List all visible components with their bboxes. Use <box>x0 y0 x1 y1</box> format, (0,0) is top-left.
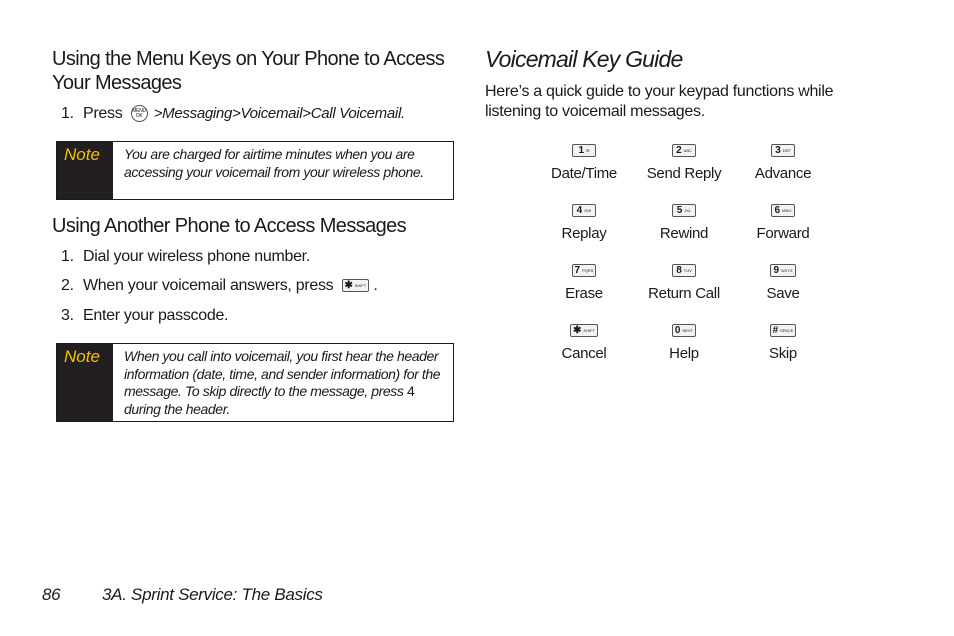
key-4-text: 4 <box>407 383 415 399</box>
voicemail-key-guide-title: Voicemail Key Guide <box>485 46 683 72</box>
key-function-label: Forward <box>756 225 810 242</box>
note-label: Note <box>57 344 113 421</box>
key-function-label: Return Call <box>648 285 720 302</box>
keypad-key-icon: 0 NEXT <box>672 324 696 337</box>
key-function-label: Rewind <box>659 225 709 242</box>
intro-text: Here’s a quick guide to your keypad functions while listening to voicemail messages. <box>485 83 834 120</box>
keypad-key-icon: # SPACE <box>770 324 797 337</box>
step-enter-passcode <box>61 306 228 326</box>
note-label: Note <box>57 142 113 199</box>
step-1-press-menu <box>61 104 405 124</box>
keypad-key-icon: 4 GHI <box>572 204 596 217</box>
key-function-label: Save <box>766 285 800 302</box>
key-guide-item <box>723 321 843 362</box>
keypad-key-icon: 5 JKL <box>672 204 696 217</box>
keypad-key-icon: 8 TUV <box>672 264 696 277</box>
step-press-shift <box>61 276 377 296</box>
section-footer: 3A. Sprint Service: The Basics <box>102 585 323 604</box>
key-function-label: Skip <box>769 345 797 362</box>
key-guide-item <box>723 201 843 242</box>
page-number: 86 <box>42 585 61 604</box>
key-guide-item <box>723 261 843 302</box>
keypad-key-icon: 6 MNO <box>771 204 795 217</box>
step-number: 2. <box>61 277 74 294</box>
key-function-label: Send Reply <box>646 165 722 182</box>
keypad-key-icon: ✱ SHIFT <box>570 324 598 337</box>
step-number: 1. <box>61 105 74 122</box>
step-text-end: . <box>373 277 378 294</box>
menu-path: >Messaging>Voicemail>Call Voicemail. <box>153 105 405 122</box>
keypad-key-icon: 7 PQRS <box>572 264 597 277</box>
key-function-label: Date/Time <box>551 165 617 182</box>
step-text: Dial your wireless phone number. <box>83 248 310 265</box>
section-heading-menu-keys: Using the Menu Keys on Your Phone to Access Your Messages <box>52 48 445 94</box>
step-text: When your voicemail answers, press <box>83 277 334 294</box>
step-dial-number <box>61 247 310 267</box>
note-text: You are charged for airtime minutes when you are accessing your voicemail from your wireless phone. <box>124 146 424 180</box>
note-box-airtime <box>56 141 454 200</box>
note-box-skip-header <box>56 343 454 422</box>
step-number: 3. <box>61 307 74 324</box>
step-text: Press <box>83 105 123 122</box>
key-function-label: Advance <box>754 165 812 182</box>
shift-key-icon: ✱ SHIFT <box>342 279 370 292</box>
keypad-key-icon: 1 ✉ <box>572 144 596 157</box>
key-function-label: Erase <box>565 285 603 302</box>
section-heading-another-phone: Using Another Phone to Access Messages <box>52 215 407 237</box>
keypad-key-icon: 9 WXYZ <box>770 264 795 277</box>
key-function-label: Help <box>669 345 699 362</box>
key-function-label: Cancel <box>561 345 607 362</box>
keypad-key-icon: 2 ABC <box>672 144 696 157</box>
keypad-key-icon: 3 DEF <box>771 144 795 157</box>
note-text: When you call into voicemail, you first hear the header information (date, time, and sender information) for the message. To skip directly to the message, press 4 during the header. <box>124 348 441 417</box>
key-function-label: Replay <box>561 225 607 242</box>
step-text: Enter your passcode. <box>83 307 229 324</box>
step-number: 1. <box>61 248 74 265</box>
key-guide-item <box>723 141 843 182</box>
menu-ok-key-icon: MENU OK <box>131 105 148 122</box>
